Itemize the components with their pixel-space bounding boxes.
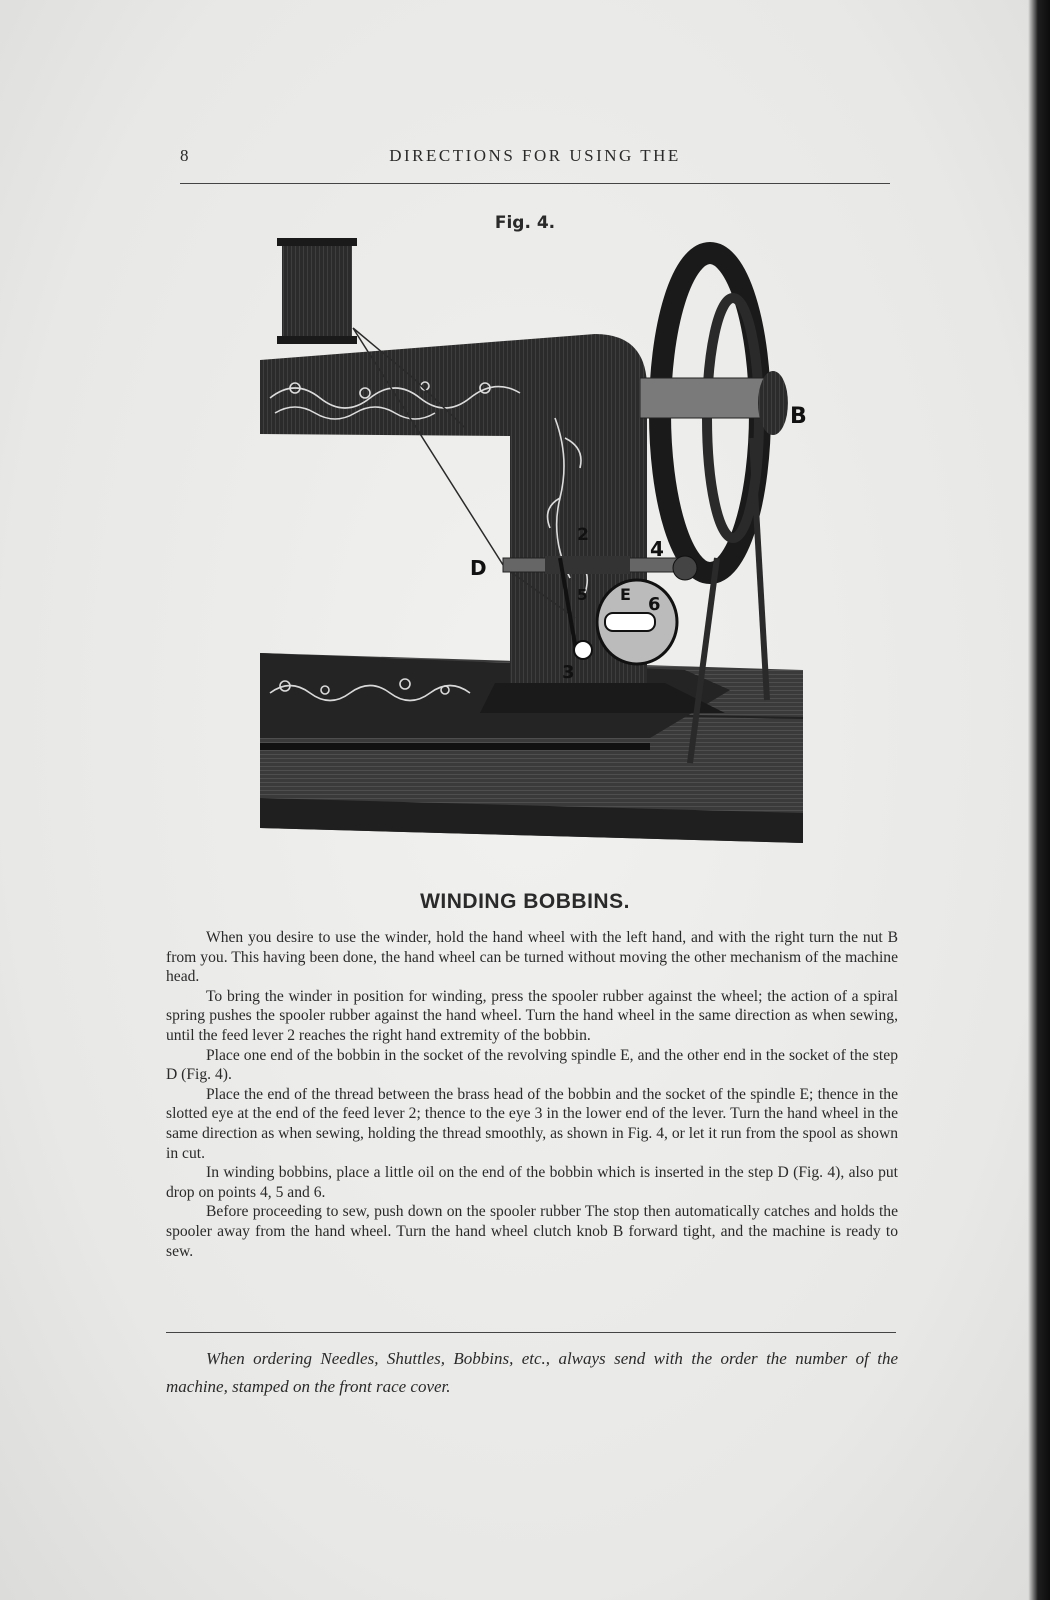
sewing-machine-illustration (255, 238, 825, 863)
label-3: 3 (562, 662, 575, 683)
paragraph-6: Before proceeding to sew, push down on the spooler rubber The stop then automatically catches and holds the spooler away from the hand wheel. Turn the hand wheel clutch knob B forward tight, and the machine is ready to sew. (166, 1203, 898, 1260)
page-header (180, 146, 890, 170)
label-2: 2 (577, 525, 589, 545)
footer-note: When ordering Needles, Shuttles, Bobbins, etc., always send with the order the number of the machine, stamped on the front race cover. (166, 1349, 898, 1396)
footer-rule (166, 1332, 896, 1333)
figure-caption: Fig. 4. (494, 213, 556, 233)
page-edge-shadow (1028, 0, 1050, 1600)
label-6: 6 (648, 594, 661, 615)
running-head: DIRECTIONS FOR USING THE (389, 146, 681, 165)
label-4: 4 (650, 537, 664, 561)
label-e: E (620, 585, 631, 604)
paragraph-2: To bring the winder in position for winding, press the spooler rubber against the wheel; the action of a spiral spring pushes the spooler rubber against the hand wheel. Turn the hand wheel in the same direction as when sewing, until the feed lever 2 reaches the right hand extremity of the bobbin. (166, 987, 898, 1044)
paragraph-4: Place the end of the thread between the brass head of the bobbin and the socket of the spindle E; thence in the slotted eye at the end of the feed lever 2; thence to the eye 3 in the lower end of the lever. Turn the hand wheel in the same direction as when sewing, holding the thread smoothly, as shown in Fig. 4, or let it run from the spool as shown in cut. (166, 1085, 898, 1162)
label-b: B (790, 404, 807, 429)
label-d: D (470, 556, 487, 580)
thread-spool (277, 238, 357, 344)
paragraph-3: Place one end of the bobbin in the socket of the revolving spindle E, and the other end in the socket of the step D (Fig. 4). (166, 1046, 898, 1084)
paragraph-5: In winding bobbins, place a little oil on the end of the bobbin which is inserted in the step D (Fig. 4), also put drop on points 4, 5 and 6. (166, 1164, 898, 1201)
body-text (166, 928, 898, 1261)
section-title: WINDING BOBBINS. (420, 890, 630, 913)
label-5: 5 (577, 586, 588, 604)
header-rule (180, 183, 890, 184)
page-number: 8 (180, 146, 190, 165)
paragraph-1: When you desire to use the winder, hold the hand wheel with the left hand, and with the right turn the nut B from you. This having been done, the hand wheel can be turned without moving the other mechanism of the machine head. (166, 929, 898, 986)
